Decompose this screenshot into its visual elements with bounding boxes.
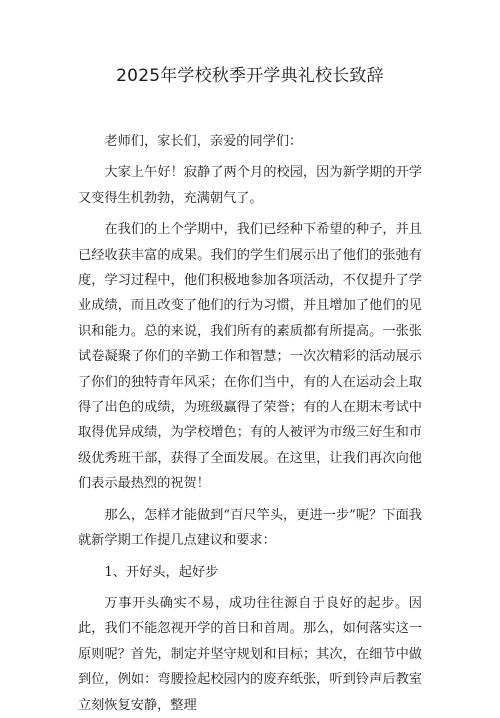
greeting-paragraph: 老师们，家长们，亲爱的同学们：	[104, 134, 303, 149]
section-heading: 1、开好头，起好步	[104, 564, 219, 580]
body-paragraph: 万事开头确实不易，成功往往源自于良好的起步。因此，我们不能忽视开学的首日和首周。那么，如何落实这一原则呢？首先，制定并坚守规划和目标；其次，在细节中做到位，例如：弯腰捡起校园内的废弃纸张，听到铃声后教室立刻恢复安静，整理	[78, 595, 422, 713]
body-paragraph: 那么，怎样才能做到“百尺竿头，更进一步”呢？下面我就新学期工作提几点建议和要求：	[78, 507, 422, 549]
body-paragraph: 在我们的上个学期中，我们已经种下希望的种子，并且已经收获丰富的成果。我们的学生们展示出了他们的张弛有度，学习过程中，他们积极地参加各项活动，不仅提升了学业成绩，而且改变了他们的行为习惯，并且增加了他们的见识和能力。总的来说，我们所有的素质都有所提高。一张张试卷凝聚了你们的辛勤工作和智慧；一次次精彩的活动展示了你们的独特青年风采；在你们当中，有的人在运动会上取得了出色的成绩，为班级赢得了荣誉；有的人在期末考试中取得优异成绩，为学校增色；有的人被评为市级三好生和市级优秀班干部，获得了全面发展。在这里，让我们再次向他们表示最热烈的祝贺！	[78, 222, 422, 492]
body-paragraph: 大家上午好！寂静了两个月的校园，因为新学期的开学又变得生机勃勃，充满朝气了。	[78, 165, 422, 206]
document-title: 2025年学校秋季开学典礼校长致辞	[116, 66, 384, 86]
